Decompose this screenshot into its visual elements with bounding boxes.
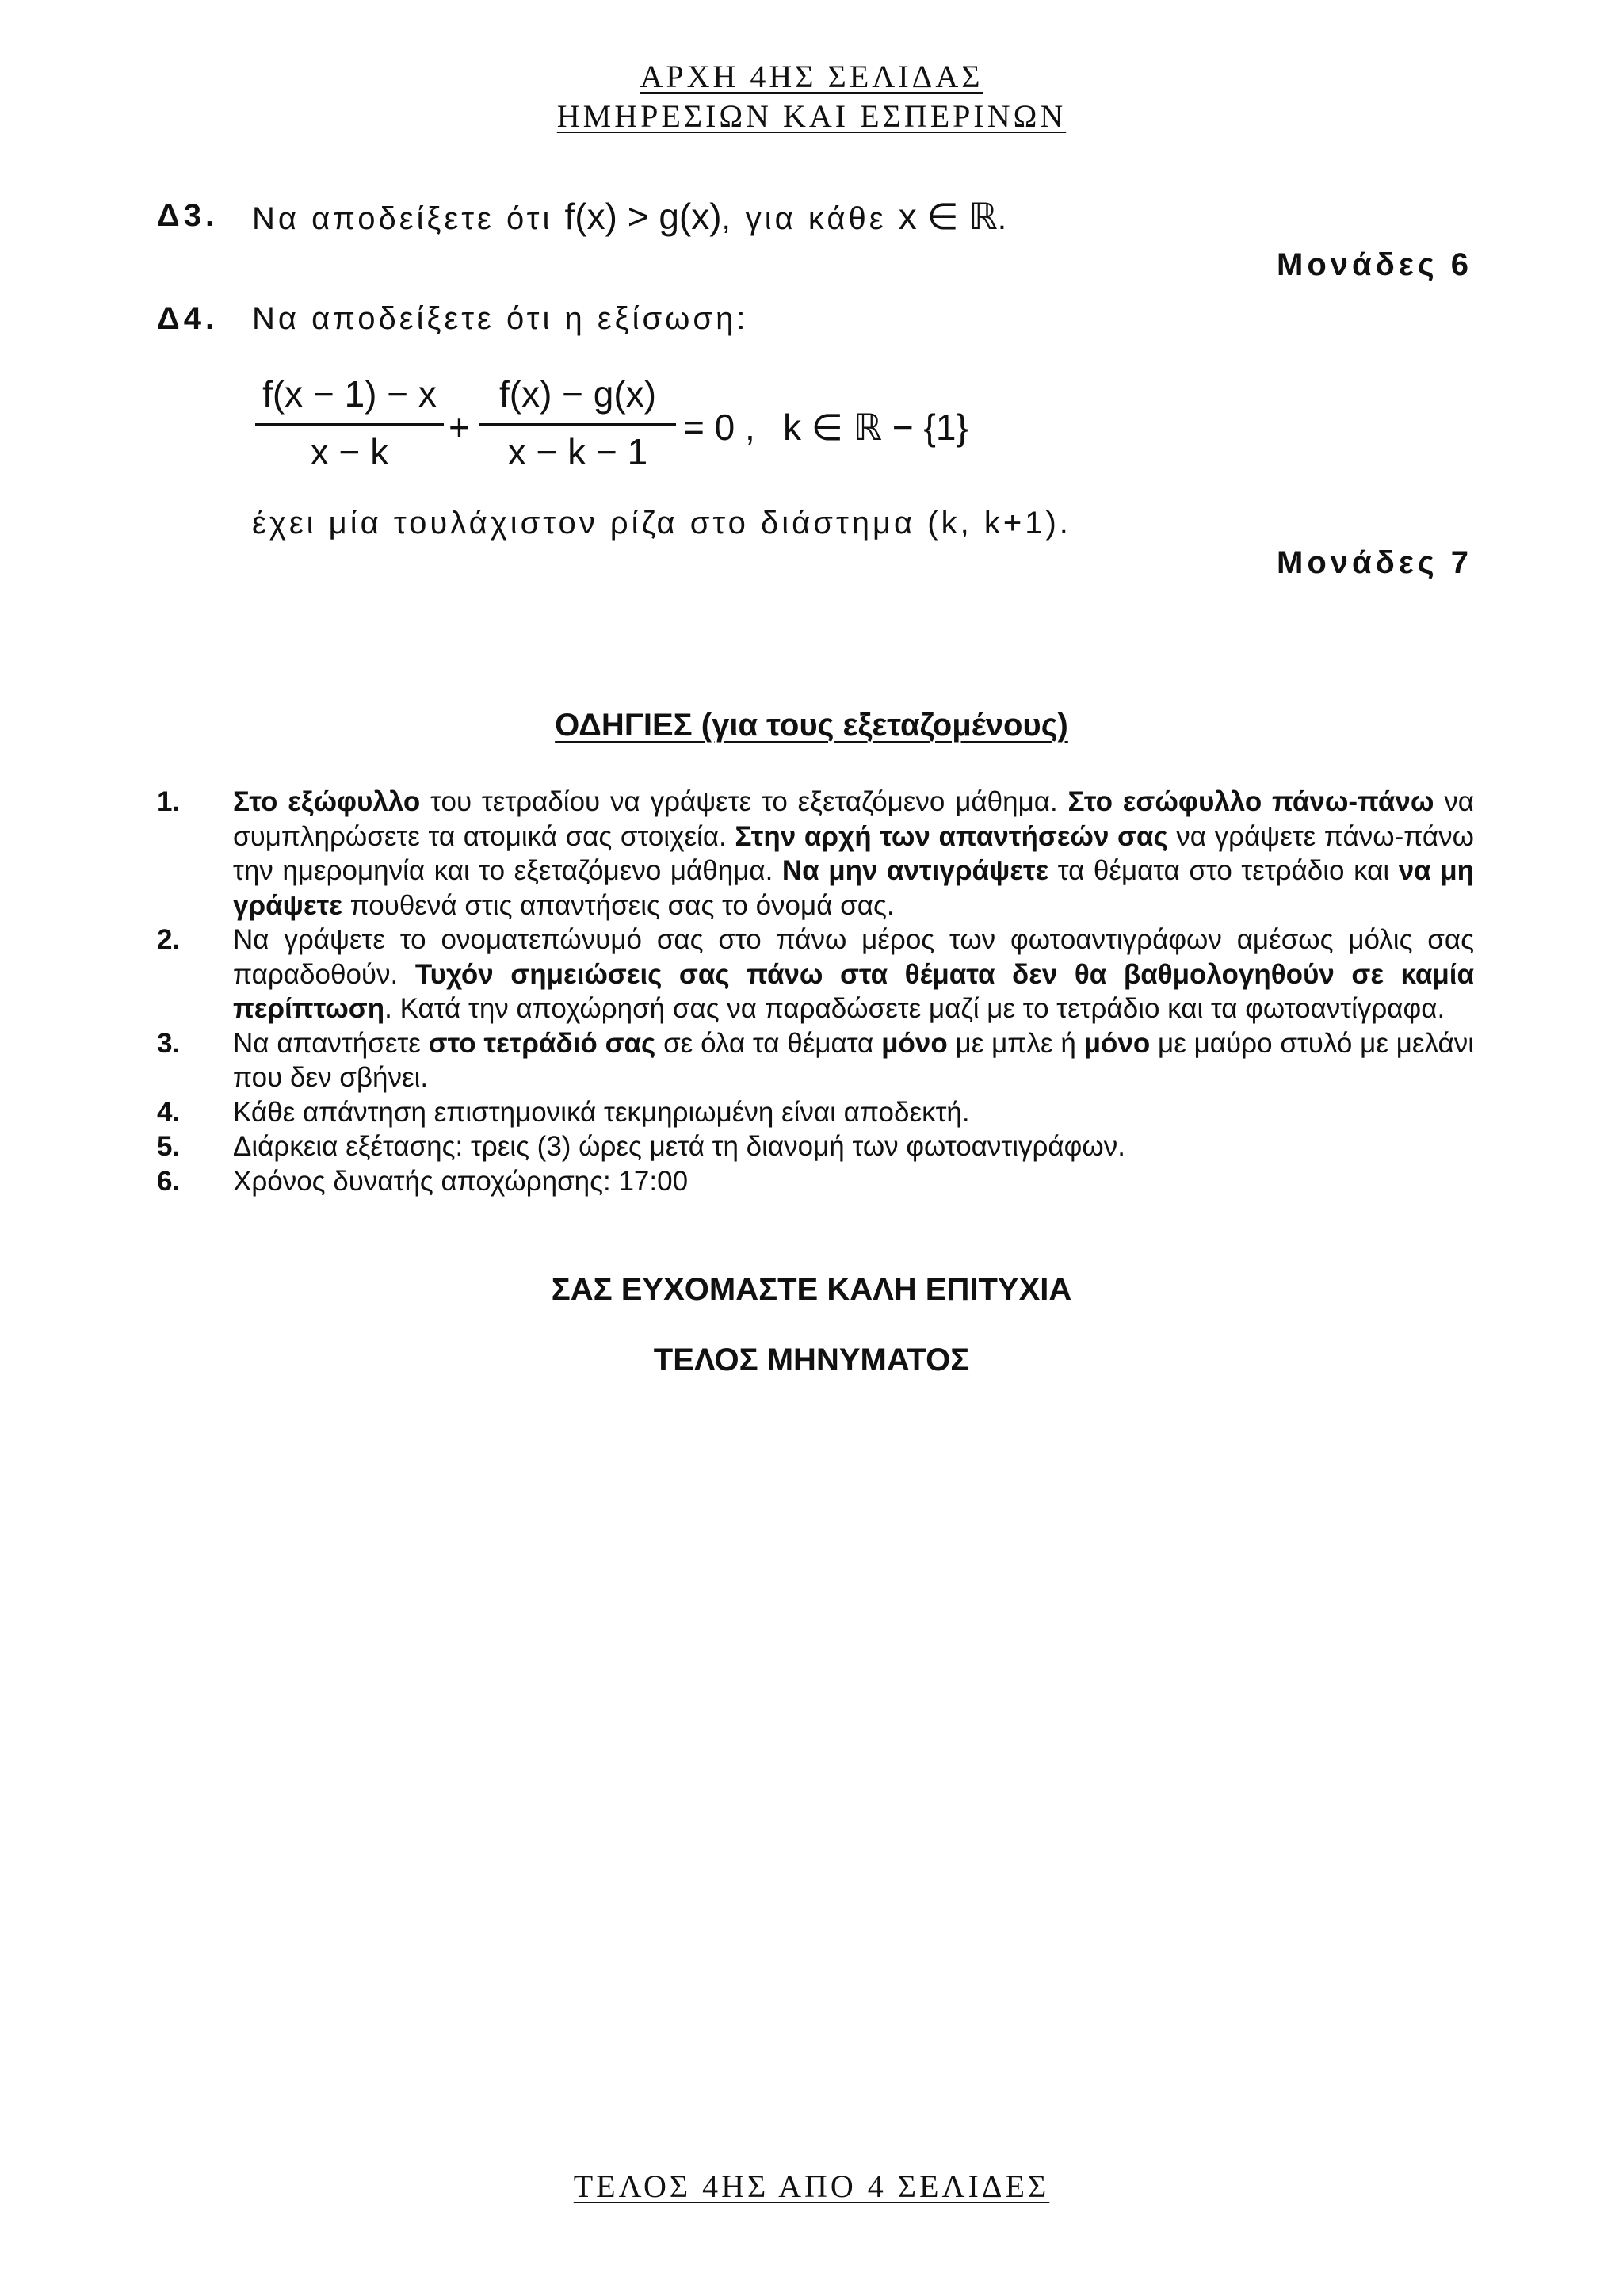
header-line-2: ΗΜΗΡΕΣΙΩΝ ΚΑΙ ΕΣΠΕΡΙΝΩΝ — [556, 98, 1067, 134]
instruction-number: 6. — [157, 1165, 181, 1197]
plus-sign: + — [449, 407, 470, 448]
instruction-plain-text: Διάρκεια εξέτασης: τρεις (3) ώρες μετά τη διανομή των φωτοαντιγράφων. — [233, 1131, 1125, 1162]
fraction-1-denominator: x − k — [310, 431, 389, 472]
question-d4-text: Να αποδείξετε ότι η εξίσωση: — [252, 301, 749, 336]
instruction-bold-text: στο τετράδιό σας — [428, 1027, 656, 1059]
instruction-bold-text: να μη γράψετε — [233, 855, 1475, 921]
instruction-plain-text: . Κατά την αποχώρησή σας να παραδώσετε μαζί με το τετράδιο και τα φωτοαντίγραφα. — [384, 993, 1445, 1024]
instruction-bold-text: Τυχόν σημειώσεις σας πάνω στα θέματα δεν θα βαθμολογηθούν σε καμία περίπτωση — [233, 958, 1475, 1024]
d3-text: Να αποδείξετε ότι — [252, 201, 553, 236]
instruction-number: 5. — [157, 1131, 181, 1162]
instruction-item — [157, 1164, 1474, 1199]
instruction-plain-text: με μαύρο στυλό με μελάνι που δεν σβήνει. — [233, 1027, 1474, 1093]
instruction-plain-text: Κάθε απάντηση επιστημονικά τεκμηριωμένη είναι αποδεκτή. — [233, 1096, 970, 1128]
question-d3-text — [252, 195, 1010, 238]
d4-conclusion: έχει μία τουλάχιστον ρίζα στο διάστημα (k, k+1). — [252, 506, 1071, 541]
instruction-plain-text: Χρόνος δυνατής αποχώρησης: 17:00 — [233, 1165, 689, 1197]
header-line-1: ΑΡΧΗ 4ΗΣ ΣΕΛΙΔΑΣ — [640, 59, 983, 94]
instruction-bold-text: μόνο — [1083, 1027, 1151, 1059]
instruction-bold-text: Στην αρχή των απαντήσεών σας — [735, 820, 1168, 852]
instruction-text — [233, 1164, 1474, 1199]
d3-end: . — [997, 201, 1010, 236]
fraction-2 — [479, 372, 676, 473]
instruction-item — [157, 1095, 1474, 1130]
instruction-text — [233, 1129, 1474, 1164]
instruction-bold-text: Να μην αντιγράψετε — [781, 855, 1049, 886]
page-footer: ΤΕΛΟΣ 4ΗΣ ΑΠΟ 4 ΣΕΛΙΔΕΣ — [573, 2168, 1050, 2204]
d3-units: Μονάδες 6 — [1277, 247, 1472, 282]
instruction-plain-text: πουθενά στις απαντήσεις σας το όνομά σας. — [342, 889, 895, 921]
fraction-1-numerator: f(x − 1) − x — [262, 373, 437, 415]
question-d4-label: Δ4. — [157, 301, 219, 336]
instruction-plain-text: Να απαντήσετε — [233, 1027, 429, 1059]
instruction-bold-text: Στο εξώφυλλο — [233, 786, 421, 817]
instruction-text — [233, 1095, 1474, 1130]
d3-formula-2: x ∈ ℝ — [898, 196, 998, 237]
instructions-list — [157, 785, 1474, 1198]
instruction-item — [157, 1129, 1474, 1164]
instruction-bold-text: μόνο — [881, 1027, 948, 1059]
d4-units: Μονάδες 7 — [1277, 545, 1472, 580]
instruction-plain-text: του τετραδίου να γράψετε το εξεταζόμενο μάθημα. — [420, 786, 1068, 817]
page-header — [0, 57, 1623, 136]
instruction-plain-text: με μπλε ή — [947, 1027, 1084, 1059]
instruction-item — [157, 1026, 1474, 1095]
question-d3-label: Δ3. — [157, 198, 219, 233]
instruction-plain-text: Να γράψετε το ονοματεπώνυμό σας στο πάνω μέρος των φωτοαντιγράφων αμέσως μόλις σας παραδοθούν. — [233, 924, 1474, 990]
instruction-number: 3. — [157, 1027, 181, 1059]
good-luck-message: ΣΑΣ ΕΥΧΟΜΑΣΤΕ ΚΑΛΗ ΕΠΙΤΥΧΙΑ — [551, 1272, 1072, 1307]
fraction-2-numerator: f(x) − g(x) — [498, 373, 657, 415]
instruction-plain-text: σε όλα τα θέματα — [655, 1027, 882, 1059]
equation-condition: k ∈ ℝ − {1} — [783, 407, 968, 448]
instruction-plain-text: τα θέματα στο τετράδιο και — [1048, 855, 1399, 886]
instruction-bold-text: Στο εσώφυλλο πάνω-πάνω — [1067, 786, 1434, 817]
instruction-number: 1. — [157, 786, 181, 817]
end-message: ΤΕΛΟΣ ΜΗΝΥΜΑΤΟΣ — [653, 1343, 970, 1377]
instruction-number: 4. — [157, 1096, 181, 1128]
instruction-plain-text: να γράψετε πάνω-πάνω την ημερομηνία και το εξεταζόμενο μάθημα. — [233, 820, 1474, 886]
equation-rhs: = 0 , — [683, 407, 755, 448]
instruction-text — [233, 923, 1474, 1026]
d3-formula: f(x) > g(x) — [564, 196, 722, 237]
instruction-text — [233, 1026, 1474, 1095]
instructions-title: ΟΔΗΓΙΕΣ (για τους εξεταζομένους) — [555, 708, 1068, 743]
instruction-plain-text: να συμπληρώσετε τα ατομικά σας στοιχεία. — [233, 786, 1475, 852]
instruction-item — [157, 923, 1474, 1026]
instruction-number: 2. — [157, 924, 181, 955]
fraction-1 — [255, 372, 444, 473]
instruction-item — [157, 785, 1474, 923]
instruction-text — [233, 785, 1474, 923]
d3-text-2: , για κάθε — [721, 201, 887, 236]
fraction-2-denominator: x − k − 1 — [507, 431, 648, 472]
